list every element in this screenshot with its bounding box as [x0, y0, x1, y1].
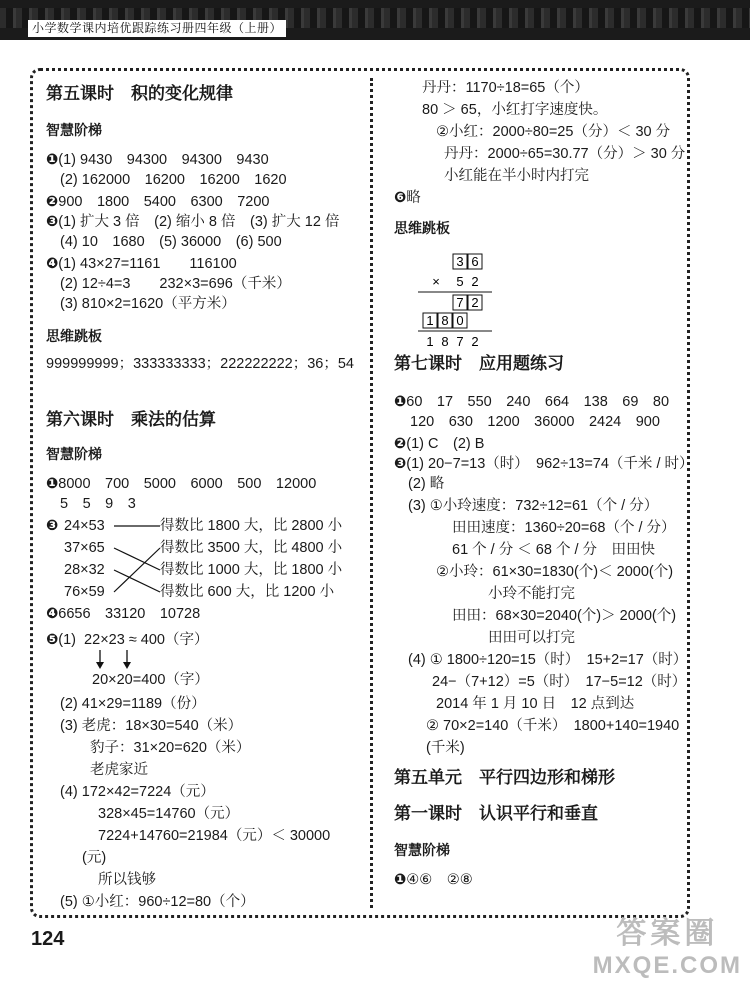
r-line2: 80 ＞ 65，小红打字速度快。 — [422, 102, 608, 118]
s3-line7: 小玲不能打完 — [488, 586, 575, 602]
e5-line8: 328×45=14760（元） — [98, 806, 240, 822]
marker-6: ❻ — [394, 190, 407, 206]
s3-line12: 2014 年 1 月 10 日 12 点到达 — [436, 696, 635, 712]
book-title: 小学数学课内培优跟踪练习册四年级（上册） — [28, 20, 286, 37]
s3-line6: ②小玲：61×30=1830(个)＜ 2000(个) — [436, 564, 674, 580]
r-line6: ❻略 — [394, 190, 421, 206]
marker-3: ❸ — [394, 456, 407, 472]
watermark — [593, 908, 742, 980]
s3-line1: ❸(1) 20−7=13（时） 962÷13=74（千米 / 时） — [394, 456, 694, 472]
q4-line2: (2) 12÷4=3 232×3=696（千米） — [60, 276, 291, 292]
marker-1: ❶ — [394, 394, 407, 410]
puzzle-r1-c3: 6 — [471, 254, 479, 269]
puzzle-times: × — [432, 274, 440, 289]
s3-line11: 24−（7+12）=5（时） 17−5=12（时） — [432, 674, 687, 690]
e5-line11: 所以钱够 — [98, 872, 156, 888]
e2-line: 5 5 9 3 — [60, 496, 136, 512]
r-line3: ②小红：2000÷80=25（分）＜ 30 分 — [436, 124, 671, 140]
e5-line6: 老虎家近 — [90, 762, 148, 778]
unit-5-ladder-heading: 智慧阶梯 — [394, 842, 450, 858]
watermark-line1: 答案圈 — [616, 917, 719, 950]
e5-line5: 豹子：31×20=620（米） — [90, 740, 251, 756]
estimate-arrows — [92, 648, 142, 670]
puzzle-r4-c1: 1 — [426, 313, 434, 328]
r-line5: 小红能在半小时内打完 — [444, 168, 589, 184]
lesson-7-title: 第七课时 应用题练习 — [394, 354, 564, 373]
puzzle-r4-c3: 0 — [456, 313, 464, 328]
s3-line5: 61 个 / 分 ＜ 68 个 / 分 田田快 — [452, 542, 656, 558]
e3-left-2: 37×65 — [64, 540, 105, 556]
marker-5: ❺ — [46, 632, 59, 648]
unit-5-lesson-1-title: 第一课时 认识平行和垂直 — [394, 804, 598, 823]
s1-line2: 120 630 1200 36000 2424 900 — [410, 414, 660, 430]
q1-line1: ❶(1) 9430 94300 94300 9430 — [46, 152, 269, 168]
e5-line1: ❺(1) 22×23 ≈ 400（字） — [46, 632, 209, 648]
s3-line2: (2) 略 — [408, 476, 445, 492]
s3-line3: (3) ①小玲速度：732÷12=61（个 / 分） — [408, 498, 659, 514]
e1-line: ❶8000 700 5000 6000 500 12000 — [46, 476, 317, 492]
column-divider — [370, 78, 373, 908]
lesson-6-title: 第六课时 乘法的估算 — [46, 410, 216, 429]
s3-line14: (千米) — [426, 740, 465, 756]
lesson-6-ladder-heading: 智慧阶梯 — [46, 446, 102, 462]
e3-left-1: 24×53 — [64, 518, 105, 534]
q4-line1: ❹(1) 43×27=1161 116100 — [46, 256, 237, 272]
e5-line2: 20×20=400（字） — [92, 672, 209, 688]
marker-4: ❹ — [46, 256, 59, 272]
lesson-5-title: 第五课时 积的变化规律 — [46, 84, 233, 103]
unit-5-answer: ❶④⑥ ②⑧ — [394, 872, 473, 888]
lesson-5-think-heading: 思维跳板 — [46, 328, 102, 344]
e3-right-3: 得数比 1000 大，比 1800 小 — [160, 562, 343, 578]
s3-line8: 田田：68×30=2040(个)＞ 2000(个) — [452, 608, 677, 624]
marker-1: ❶ — [394, 872, 407, 888]
s2-line: ❷(1) C (2) B — [394, 436, 485, 452]
q1-line2: (2) 162000 16200 16200 1620 — [60, 172, 287, 188]
e5-line10: (元) — [82, 850, 107, 866]
unit-5-title: 第五单元 平行四边形和梯形 — [394, 768, 615, 787]
e3-right-4: 得数比 600 大，比 1200 小 — [160, 584, 335, 600]
s3-line9: 田田可以打完 — [488, 630, 575, 646]
e3-left-3: 28×32 — [64, 562, 105, 578]
e3-left-4: 76×59 — [64, 584, 105, 600]
e3-right-2: 得数比 3500 大，比 4800 小 — [160, 540, 343, 556]
r-line4: 丹丹：2000÷65=30.77（分）＞ 30 分 — [444, 146, 686, 162]
q3-line1: ❸(1) 扩大 3 倍 (2) 缩小 8 倍 (3) 扩大 12 倍 — [46, 214, 340, 230]
header-bar — [0, 0, 750, 40]
marker-4: ❹ — [46, 606, 59, 622]
r-line1: 丹丹：1170÷18=65（个） — [422, 80, 589, 96]
puzzle-r2-c2: 5 — [456, 274, 464, 289]
marker-3: ❸ — [46, 214, 59, 230]
e5-line3: (2) 41×29=1189（份） — [60, 696, 206, 712]
marker-1: ❶ — [46, 152, 59, 168]
puzzle-r5-c4: 2 — [471, 334, 479, 349]
marker-2: ❷ — [394, 436, 407, 452]
puzzle-r5-c1: 1 — [426, 334, 434, 349]
s1-line1: ❶60 17 550 240 664 138 69 80 — [394, 394, 670, 410]
page-number: 124 — [31, 928, 65, 950]
watermark-line2: MXQE.COM — [592, 952, 742, 979]
puzzle-r2-c3: 2 — [471, 274, 479, 289]
e5-line12: (5) ①小红：960÷12=80（个） — [60, 894, 255, 910]
matching-lines — [112, 516, 162, 606]
e4-line: ❹6656 33120 10728 — [46, 606, 201, 622]
q4-line3: (3) 810×2=1620（平方米） — [60, 296, 236, 312]
multiplication-puzzle — [414, 252, 514, 350]
puzzle-r4-c2: 8 — [441, 313, 449, 328]
puzzle-r3-c3: 2 — [471, 295, 479, 310]
marker-2: ❷ — [46, 194, 59, 210]
s3-line4: 田田速度：1360÷20=68（个 / 分） — [452, 520, 676, 536]
q3-line2: (4) 10 1680 (5) 36000 (6) 500 — [60, 234, 282, 250]
marker-1: ❶ — [46, 476, 59, 492]
puzzle-r1-c2: 3 — [456, 254, 464, 269]
right-think-heading: 思维跳板 — [394, 220, 450, 236]
lesson-5-ladder-heading: 智慧阶梯 — [46, 122, 102, 138]
e5-line7: (4) 172×42=7224（元） — [60, 784, 215, 800]
puzzle-r3-c2: 7 — [456, 295, 464, 310]
e5-line4: (3) 老虎：18×30=540（米） — [60, 718, 243, 734]
e5-line9: 7224+14760=21984（元）＜ 30000 — [98, 828, 331, 844]
puzzle-r5-c3: 7 — [456, 334, 464, 349]
marker-3: ❸ — [46, 518, 59, 534]
lesson-5-think-answer: 999999999；333333333；222222222；36；54 — [46, 356, 354, 372]
e3-right-1: 得数比 1800 大，比 2800 小 — [160, 518, 343, 534]
e3-marker-line — [46, 516, 58, 536]
q2-line: ❷900 1800 5400 6300 7200 — [46, 194, 270, 210]
s3-line13: ② 70×2=140（千米） 1800+140=1940 — [426, 718, 680, 734]
puzzle-r5-c2: 8 — [441, 334, 449, 349]
s3-line10: (4) ① 1800÷120=15（时） 15+2=17（时） — [408, 652, 688, 668]
